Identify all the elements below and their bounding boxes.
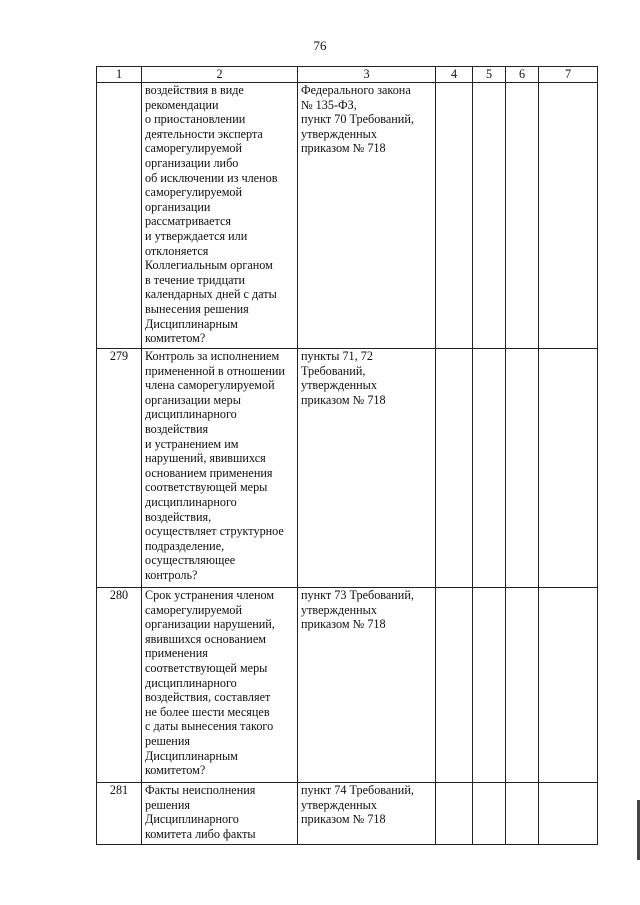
ref-line: пункты 71, 72 bbox=[301, 349, 373, 363]
ref-line: пункт 74 Требований, bbox=[301, 783, 414, 797]
text-line: саморегулируемой bbox=[145, 185, 243, 200]
ref-line: пункт 70 Требований, bbox=[301, 112, 414, 127]
row-number bbox=[97, 83, 142, 349]
text-line: явившихся основанием bbox=[145, 631, 266, 646]
text-line: в течение тридцати bbox=[145, 272, 246, 287]
text-line: Срок устранения членом bbox=[145, 588, 275, 602]
text-line: рассматривается bbox=[145, 214, 232, 229]
text-line: соответствующей меры bbox=[145, 660, 268, 675]
col-header-5: 5 bbox=[473, 67, 506, 83]
header-row bbox=[97, 67, 598, 83]
row-number: 280 bbox=[97, 588, 142, 783]
text-line: осуществляющее bbox=[145, 553, 236, 568]
empty-cell bbox=[506, 588, 539, 783]
text-line: Контроль за исполнением bbox=[145, 349, 280, 363]
empty-cell bbox=[539, 349, 598, 588]
empty-cell bbox=[473, 783, 506, 845]
text-line: рекомендации bbox=[145, 97, 219, 112]
empty-cell bbox=[436, 588, 473, 783]
row-number: 279 bbox=[97, 349, 142, 588]
empty-cell bbox=[539, 783, 598, 845]
col-header-3: 3 bbox=[298, 67, 436, 83]
text-line: Факты неисполнения bbox=[145, 783, 256, 797]
empty-cell bbox=[436, 349, 473, 588]
col-header-4: 4 bbox=[436, 67, 473, 83]
legal-reference bbox=[298, 588, 436, 783]
page-number: 76 bbox=[313, 38, 327, 53]
empty-cell bbox=[473, 83, 506, 349]
text-line: о приостановлении bbox=[145, 112, 246, 127]
text-line: осуществляет структурное bbox=[145, 524, 284, 539]
text-line: дисциплинарного bbox=[145, 675, 237, 690]
ref-line: утвержденных bbox=[301, 602, 377, 617]
text-line: комитетом? bbox=[145, 763, 206, 778]
row-number: 281 bbox=[97, 783, 142, 845]
ref-line: утвержденных bbox=[301, 797, 377, 812]
empty-cell bbox=[436, 83, 473, 349]
text-line: Коллегиальным органом bbox=[145, 258, 273, 273]
empty-cell bbox=[506, 783, 539, 845]
legal-reference bbox=[298, 783, 436, 845]
question-text bbox=[142, 588, 298, 783]
text-line: решения bbox=[145, 797, 190, 812]
text-line: вынесения решения bbox=[145, 301, 249, 316]
ref-line: утвержденных bbox=[301, 126, 377, 141]
ref-line: приказом № 718 bbox=[301, 392, 386, 407]
empty-cell bbox=[539, 588, 598, 783]
empty-cell bbox=[506, 349, 539, 588]
text-line: организации либо bbox=[145, 155, 239, 170]
col-header-2: 2 bbox=[142, 67, 298, 83]
ref-line: утвержденных bbox=[301, 378, 377, 393]
text-line: Дисциплинарным bbox=[145, 316, 238, 331]
text-line: нарушений, явившихся bbox=[145, 451, 266, 466]
ref-line: пункт 73 Требований, bbox=[301, 588, 414, 602]
table-row bbox=[97, 349, 598, 588]
legal-reference bbox=[298, 83, 436, 349]
text-line: Дисциплинарного bbox=[145, 812, 239, 827]
text-line: деятельности эксперта bbox=[145, 126, 263, 141]
checklist-table bbox=[96, 66, 598, 845]
text-line: подразделение, bbox=[145, 538, 225, 553]
text-line: основанием применения bbox=[145, 465, 273, 480]
question-text bbox=[142, 349, 298, 588]
legal-reference bbox=[298, 349, 436, 588]
ref-line: Федерального закона bbox=[301, 83, 411, 97]
text-line: примененной в отношении bbox=[145, 363, 285, 378]
ref-line: № 135-ФЗ, bbox=[301, 97, 357, 112]
ref-line: Требований, bbox=[301, 363, 366, 378]
text-line: воздействия, bbox=[145, 509, 212, 524]
table-row bbox=[97, 783, 598, 845]
text-line: члена саморегулируемой bbox=[145, 378, 275, 393]
text-line: саморегулируемой bbox=[145, 141, 243, 156]
table-row bbox=[97, 83, 598, 349]
text-line: и утверждается или bbox=[145, 228, 248, 243]
text-line: воздействия bbox=[145, 421, 209, 436]
col-header-6: 6 bbox=[506, 67, 539, 83]
question-text bbox=[142, 83, 298, 349]
text-line: Дисциплинарным bbox=[145, 748, 238, 763]
table-row bbox=[97, 588, 598, 783]
col-header-7: 7 bbox=[539, 67, 598, 83]
text-line: комитетом? bbox=[145, 331, 206, 346]
text-line: применения bbox=[145, 646, 208, 661]
text-line: с даты вынесения такого bbox=[145, 719, 274, 734]
text-line: не более шести месяцев bbox=[145, 704, 270, 719]
text-line: воздействия, составляет bbox=[145, 690, 271, 705]
question-text bbox=[142, 783, 298, 845]
text-line: соответствующей меры bbox=[145, 480, 268, 495]
empty-cell bbox=[473, 588, 506, 783]
text-line: дисциплинарного bbox=[145, 494, 237, 509]
text-line: организации нарушений, bbox=[145, 617, 275, 632]
ref-line: приказом № 718 bbox=[301, 141, 386, 156]
empty-cell bbox=[506, 83, 539, 349]
empty-cell bbox=[436, 783, 473, 845]
text-line: контроль? bbox=[145, 567, 198, 582]
text-line: об исключении из членов bbox=[145, 170, 278, 185]
empty-cell bbox=[539, 83, 598, 349]
text-line: комитета либо факты bbox=[145, 826, 256, 841]
empty-cell bbox=[473, 349, 506, 588]
text-line: календарных дней с даты bbox=[145, 287, 277, 302]
ref-line: приказом № 718 bbox=[301, 812, 386, 827]
col-header-1: 1 bbox=[97, 67, 142, 83]
text-line: решения bbox=[145, 733, 190, 748]
text-line: воздействия в виде bbox=[145, 83, 244, 97]
text-line: отклоняется bbox=[145, 243, 209, 258]
text-line: организации bbox=[145, 199, 211, 214]
text-line: саморегулируемой bbox=[145, 602, 243, 617]
text-line: и устранением им bbox=[145, 436, 239, 451]
text-line: дисциплинарного bbox=[145, 407, 237, 422]
text-line: организации меры bbox=[145, 392, 241, 407]
ref-line: приказом № 718 bbox=[301, 617, 386, 632]
